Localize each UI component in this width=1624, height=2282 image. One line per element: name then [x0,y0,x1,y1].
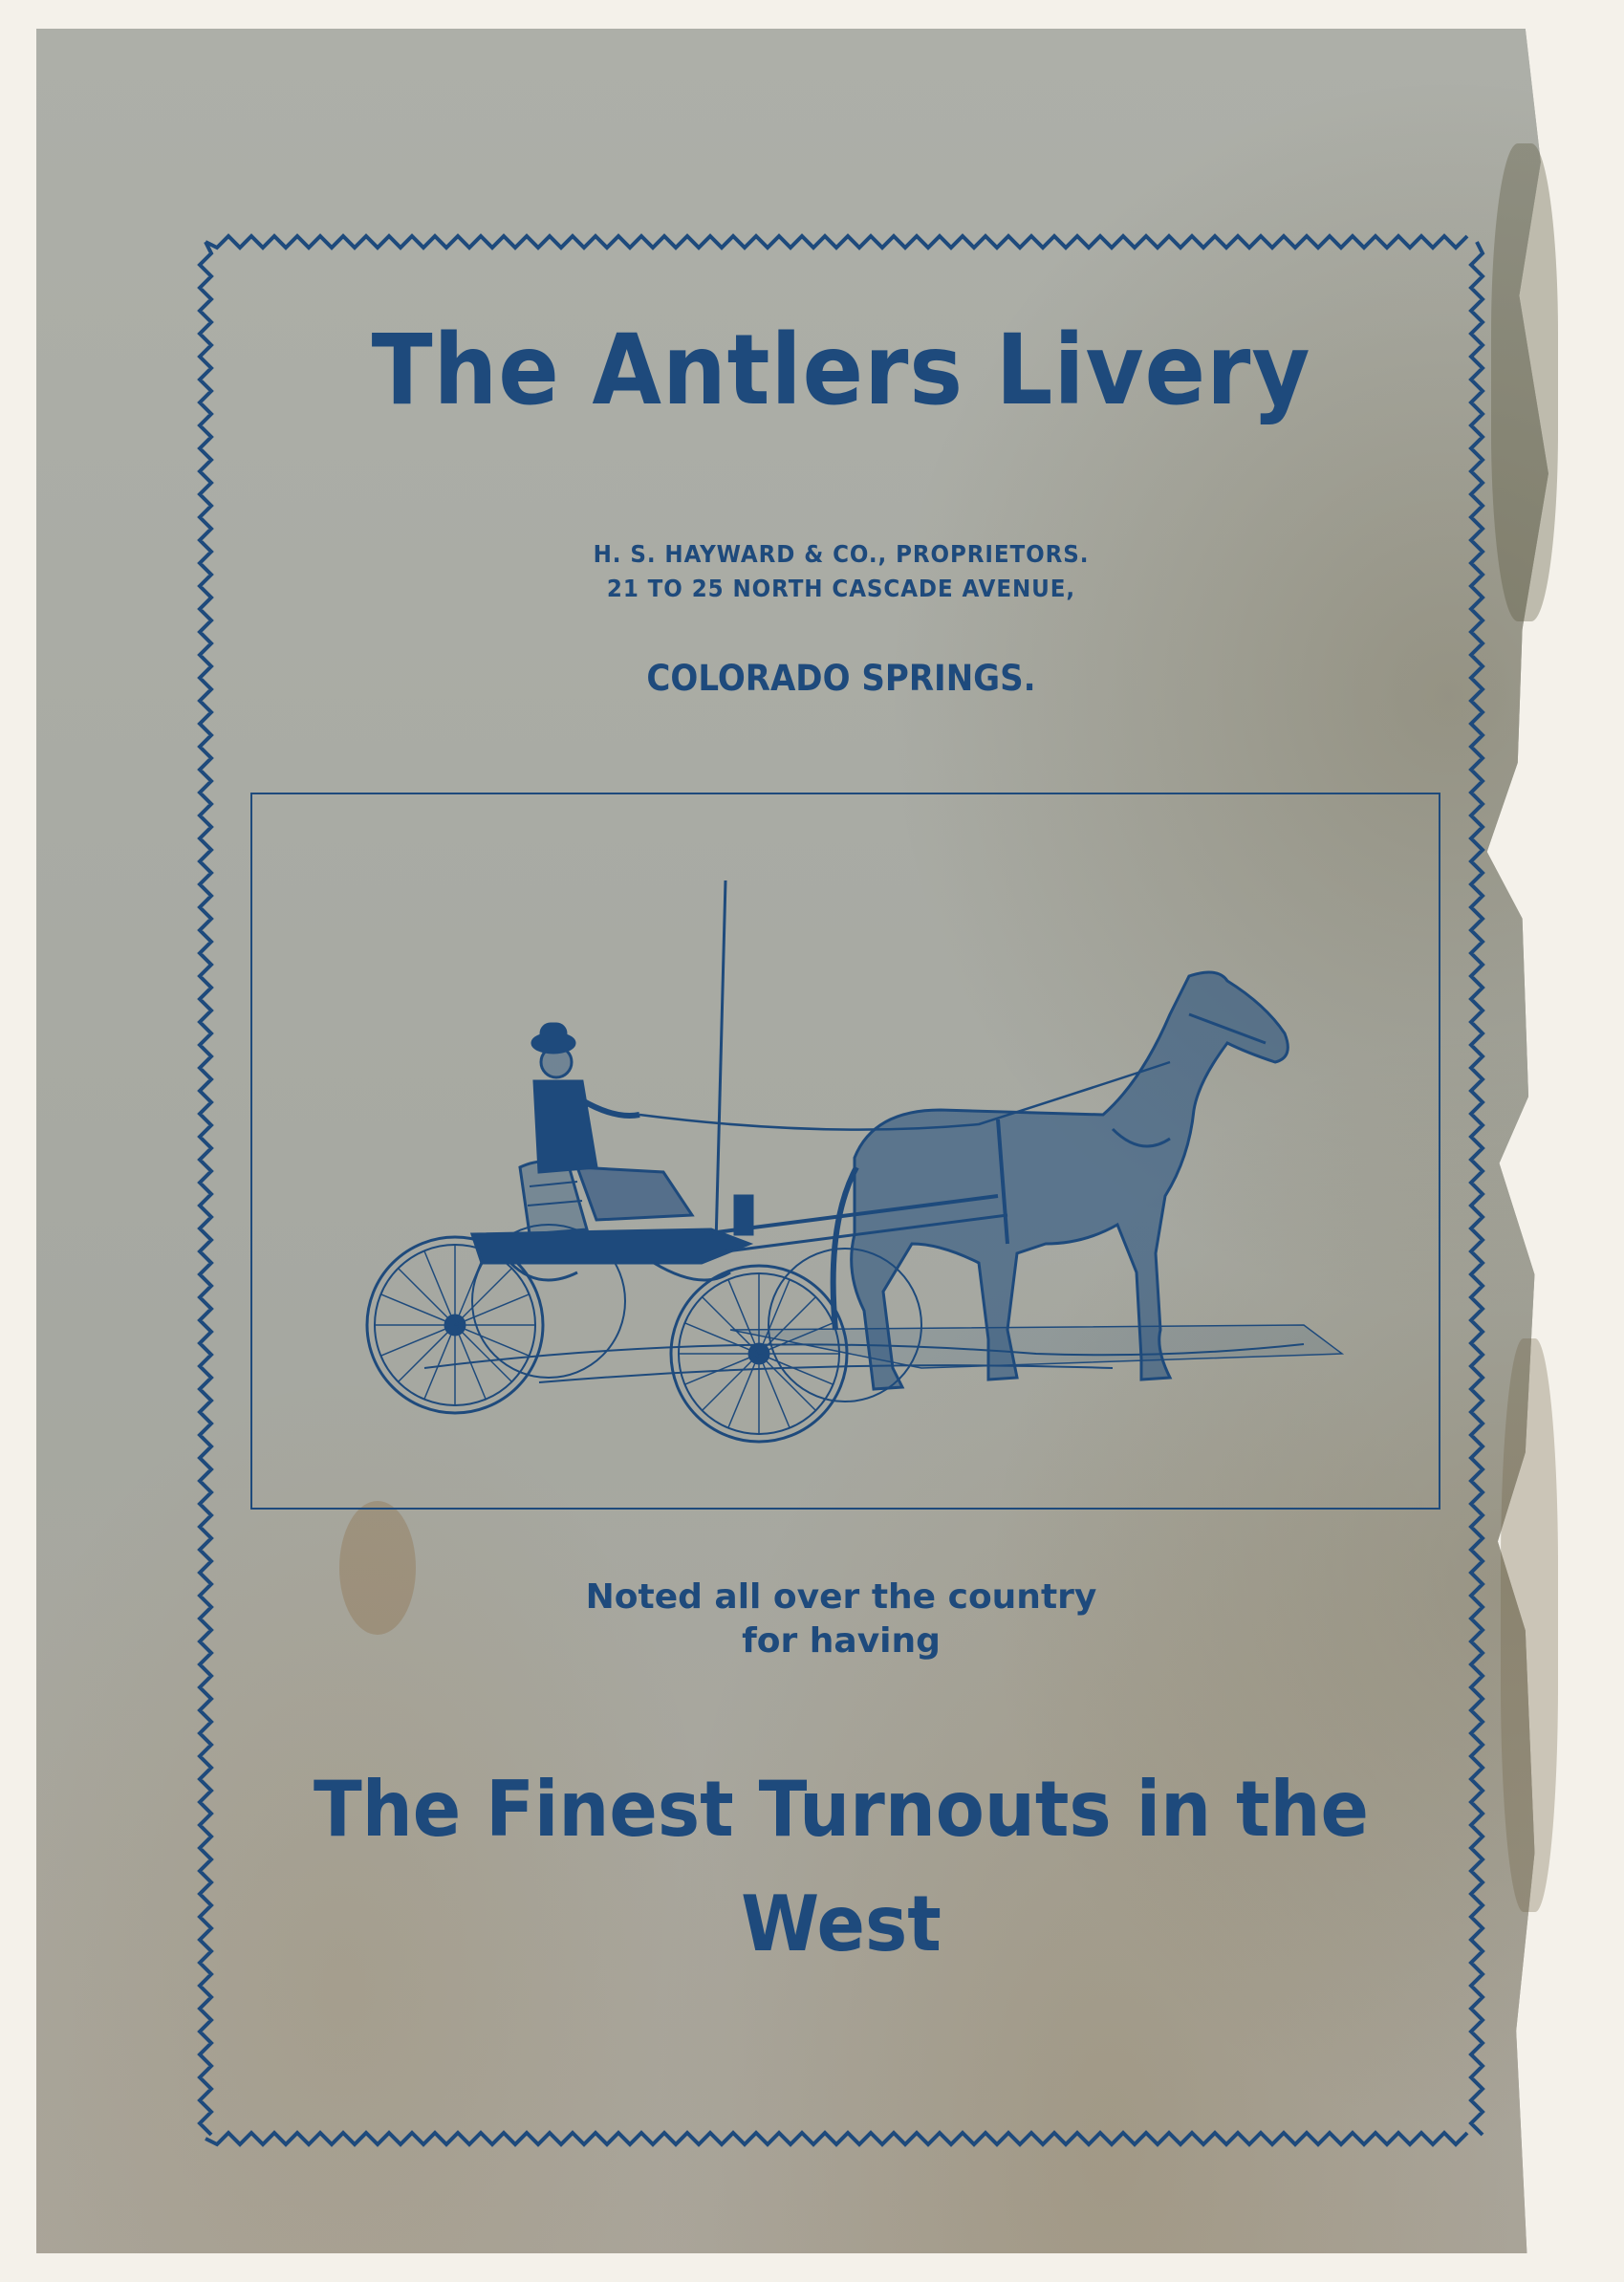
wheel-spoke [455,1269,511,1325]
address-line: 21 TO 25 NORTH CASCADE AVENUE, [606,575,1076,602]
wheel-spoke [399,1269,455,1325]
wheel-spoke [399,1325,455,1381]
ad-title: The Antlers Livery [371,314,1311,427]
horse-drawn-buggy-icon [252,794,1439,1508]
proprietors-line: H. S. HAYWARD & CO., PROPRIETORS. [593,540,1090,568]
wheel-spoke [455,1325,511,1381]
advertisement-frame [196,232,1486,2148]
city-line: COLORADO SPRINGS. [646,658,1036,699]
wheel-spoke [759,1354,815,1410]
zigzag-border-edge [200,242,211,2135]
tagline-line-1: Noted all over the country [585,1577,1097,1617]
headline-line-1: The Finest Turnouts in the [314,1765,1369,1854]
buggy-illustration-box [250,793,1440,1510]
headline-line-2: West [741,1880,942,1968]
zigzag-border-edge [206,2133,1467,2144]
tagline-line-2: for having [742,1621,941,1661]
zigzag-border-edge [1471,242,1483,2135]
zigzag-border-edge [206,236,1467,248]
wheel-spoke [703,1354,759,1410]
